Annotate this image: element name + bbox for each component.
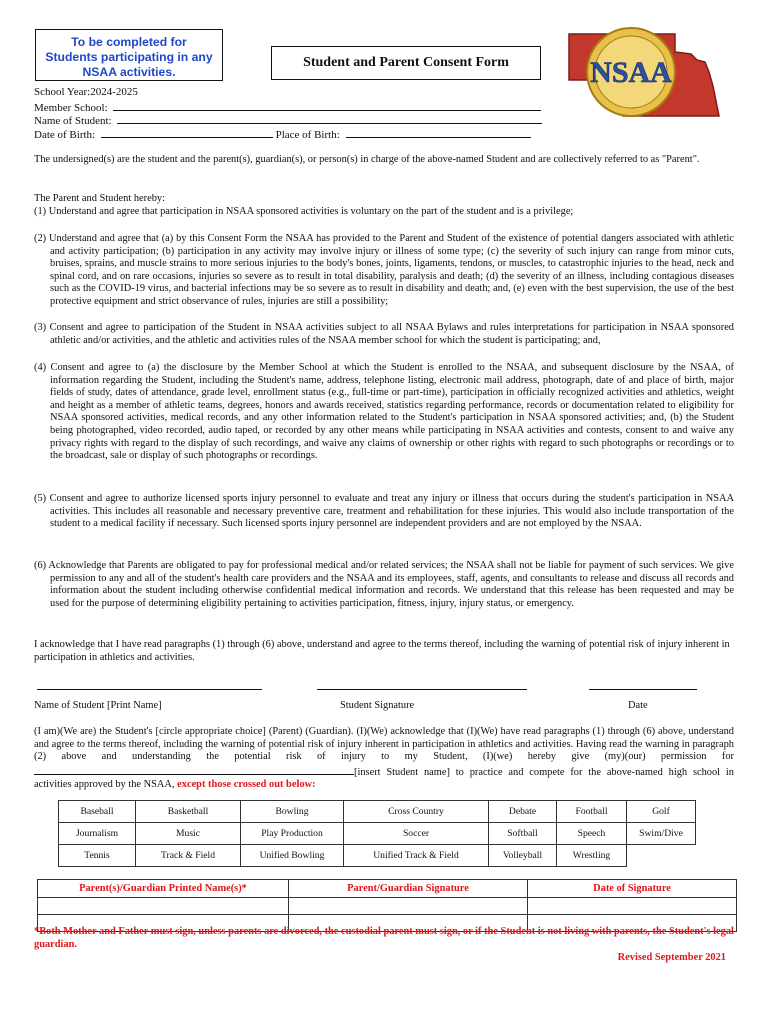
activity-cell[interactable]: Wrestling	[557, 845, 627, 867]
activities-row	[59, 801, 696, 823]
activities-row	[59, 845, 696, 867]
hereby-block	[34, 193, 734, 218]
logo-letters: NSAA	[590, 56, 672, 89]
guardian-entry-row	[38, 898, 737, 915]
activity-cell[interactable]: Unified Track & Field	[344, 845, 489, 867]
student-date-line[interactable]	[589, 689, 697, 690]
student-name-field[interactable]	[117, 113, 542, 124]
insert-student-name-field[interactable]	[34, 764, 354, 775]
pob-field[interactable]	[346, 127, 531, 138]
guardian-name-header: Parent(s)/Guardian Printed Name(s)*	[38, 880, 289, 898]
item-2: (2) Understand and agree that (a) by this Consent Form the NSAA has provided to the Parent and Student of the existence of potential dangers associated with athletic and activity participation; (b) participation in any activity may involve injury or illness of some type; (c) the severity of such injury can range from minor cuts, bruises, sprains, and muscle strains to more serious injuries to the body's bones, joints, ligaments, tendons, or muscles, to catastrophic injuries to the head, neck and spinal cord, and on rare occasions, injuries so severe as to result in total disability, paralysis and death; (d) the severity of an illness, including contagious diseases such as the COVID-19 virus, and bacterial infections may be so severe as to result in disability and death; and, (e) even with the best supervision, the use of the best protective equipment and strict observance of rules, injuries are still a possibility;	[34, 233, 734, 307]
notice-line-1: To be completed for	[71, 35, 187, 49]
item-3-block	[34, 322, 734, 347]
form-title: Student and Parent Consent Form	[271, 46, 541, 80]
member-school-row	[34, 100, 554, 114]
activities-row	[59, 823, 696, 845]
guardian-text-2: [insert Student name] to practice and compete for the above-named high school in activities approved by the NSAA,	[34, 766, 734, 791]
student-name-label: Name of Student:	[34, 115, 112, 127]
activity-cell[interactable]: Baseball	[59, 801, 136, 823]
item-5-block	[34, 493, 734, 531]
member-school-field[interactable]	[113, 100, 541, 111]
acknowledge-text: I acknowledge that I have read paragraphs (1) through (6) above, understand and agree to the terms thereof, including the warning of potential risk of injury inherent in participation in athletics and activities.	[34, 639, 730, 663]
student-date-label: Date	[628, 700, 648, 711]
guardian-table-header	[38, 880, 737, 898]
guardian-text-1: (I am)(We are) the Student's [circle appropriate choice] (Parent) (Guardian). (I)(We) acknowledge that (I)(We) have read paragraphs (1) through (6) above, understand and agree to the terms thereof, including the warning of potential risk of injury inherent in participation in athletics and activities. Having read the warning in paragraph (2) above and understanding the potential risk of injury to my Student, (I)(we) hereby give (my)(our) permission	[34, 726, 734, 763]
guardian-date-field[interactable]	[528, 898, 737, 915]
item-1: (1) Understand and agree that participation in NSAA sponsored activities is voluntary on the part of the student and is a privilege;	[34, 205, 574, 217]
crossed-out-instruction: except those crossed out below:	[177, 779, 316, 791]
intro-paragraph	[34, 154, 734, 167]
student-signature-label: Student Signature	[340, 700, 415, 711]
item-6-block	[34, 560, 734, 610]
item-2-block	[34, 233, 734, 309]
activity-cell[interactable]: Speech	[557, 823, 627, 845]
school-year-row	[34, 86, 554, 100]
activity-cell[interactable]: Bowling	[241, 801, 344, 823]
completion-notice	[35, 29, 223, 81]
dob-field[interactable]	[101, 127, 273, 138]
activity-cell[interactable]: Volleyball	[489, 845, 557, 867]
item-4: (4) Consent and agree to (a) the disclosure by the Member School at which the Student is enrolled to the NSAA, and subsequent disclosure by the NSAA, of information regarding the Student, including the Student's name, address, telephone listing, electronic mail address, photograph, date of and place of birth, major fields of study, dates of attendance, grade level, enrollment status (e.g., full-time or part-time), participation in officially recognized activities and athletics, weight and height as a member of athletic teams, degrees, honors and awards received, statistics regarding performance, records or documentation related to eligibility for NSAA sponsored activities, medical records, and any other information related to the Student's participation in NSAA sponsored activities; and, (b) the Student being photographed, video recorded, audio taped, or recorded by any other means while participating in NSAA activities and contests, consent to and waive any privacy rights with regard to the display of such recordings, and waive any claims of ownership or other rights with regard to such photographs or recordings or to the broadcast, sale or display of such photographs or recordings.	[34, 362, 734, 462]
activities-table	[58, 800, 696, 867]
nsaa-logo-graphic	[563, 16, 723, 126]
guardian-name-field[interactable]	[38, 898, 289, 915]
activity-cell[interactable]: Soccer	[344, 823, 489, 845]
intro-text: The undersigned(s) are the student and the parent(s), guardian(s), or person(s) in charge of the above-named Student and are collectively referred to as "Parent".	[34, 154, 700, 165]
signature-footnote: *Both Mother and Father must sign, unless parents are divorced, the custodial parent must sign, or if the Student is not living with parents, the Student's legal guardian.	[34, 926, 734, 950]
item-5: (5) Consent and agree to authorize licensed sports injury personnel to evaluate and treat any injury or illness that occurs during the student's participation in NSAA activities. This includes all reasonable and necessary preventive care, treatment and rehabilitation for these injuries. This would also include transportation of the student to a medical facility if necessary. Such licensed sports injury personnel are independent providers and are not employed by the NSAA.	[34, 493, 734, 530]
student-name-sig-line[interactable]	[37, 689, 262, 690]
nsaa-logo	[563, 16, 723, 126]
pob-label: Place of Birth:	[275, 128, 340, 141]
activity-cell[interactable]: Play Production	[241, 823, 344, 845]
guardian-signature-field[interactable]	[289, 898, 528, 915]
hereby-text: The Parent and Student hereby:	[34, 193, 165, 204]
guardian-signature-header: Parent/Guardian Signature	[289, 880, 528, 898]
activity-cell[interactable]: Music	[136, 823, 241, 845]
acknowledge-block	[34, 639, 734, 664]
activity-cell[interactable]: Basketball	[136, 801, 241, 823]
item-4-block	[34, 362, 734, 463]
activity-cell[interactable]: Tennis	[59, 845, 136, 867]
item-6: (6) Acknowledge that Parents are obligated to pay for professional medical and/or related services; the NSAA shall not be liable for payment of such services. We give permission to any and all of the student's health care providers and the NSAA and its employees, staff, agents, and consultants to release and discuss all records and information about the student including otherwise confidential medical information and records. We understand that this release has been requested and may be used for the purpose of determining eligibility pertaining to activities participation, fitness, injury, injury status, or emergency.	[34, 560, 734, 609]
member-school-label: Member School:	[34, 101, 108, 114]
guardian-date-header: Date of Signature	[528, 880, 737, 898]
activity-cell[interactable]: Track & Field	[136, 845, 241, 867]
empty-activity-cell	[627, 845, 696, 867]
activity-cell[interactable]: Softball	[489, 823, 557, 845]
guardian-paragraph	[34, 726, 734, 792]
activity-cell[interactable]: Cross Country	[344, 801, 489, 823]
student-name-row	[34, 113, 554, 127]
student-info-fields	[34, 86, 554, 140]
student-signature-line[interactable]	[317, 689, 527, 690]
activity-cell[interactable]: Golf	[627, 801, 696, 823]
dob-label: Date of Birth:	[34, 128, 96, 141]
activity-cell[interactable]: Football	[557, 801, 627, 823]
birth-row	[34, 127, 554, 141]
school-year-label: School Year:2024-2025	[34, 86, 138, 98]
activity-cell[interactable]: Journalism	[59, 823, 136, 845]
item-3: (3) Consent and agree to participation of the Student in NSAA activities subject to all NSAA Bylaws and rules interpretations for participation in NSAA sponsored athletic and/or activities, and the athletic and activities rules of the NSAA member school for which the student is participating; and,	[34, 322, 734, 346]
student-print-name-label: Name of Student [Print Name]	[34, 700, 162, 711]
for-word: for	[721, 751, 734, 763]
activity-cell[interactable]: Debate	[489, 801, 557, 823]
notice-line-3: NSAA activities.	[82, 65, 176, 79]
activity-cell[interactable]: Swim/Dive	[627, 823, 696, 845]
activity-cell[interactable]: Unified Bowling	[241, 845, 344, 867]
revision-date: Revised September 2021	[617, 952, 726, 963]
notice-line-2: Students participating in any	[45, 50, 213, 64]
